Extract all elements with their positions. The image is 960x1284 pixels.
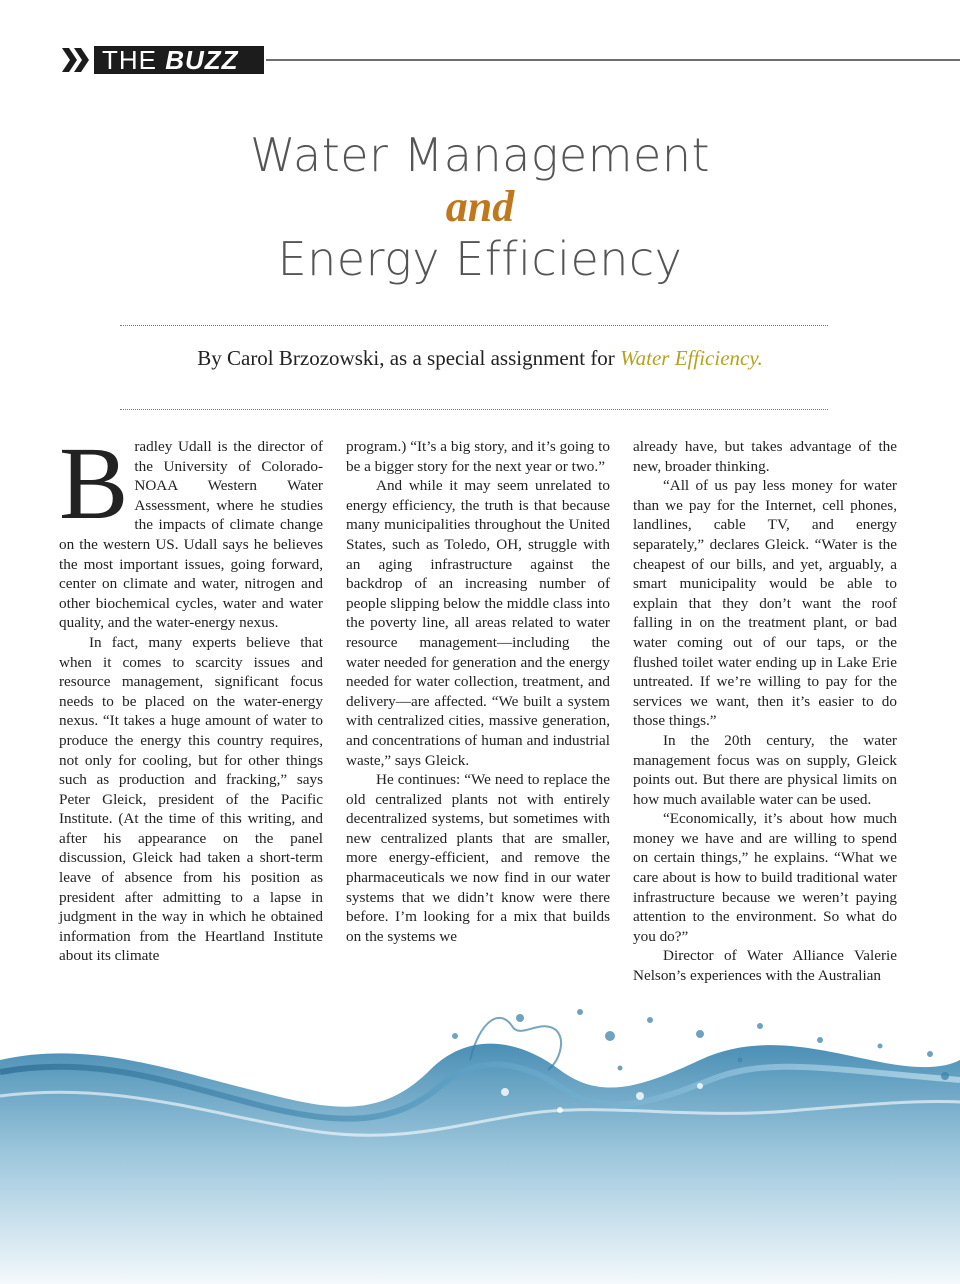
paragraph: already have, but takes advantage of the new, broader thinking. — [633, 438, 897, 475]
section-tag — [94, 46, 264, 74]
article-column-1 — [59, 426, 323, 966]
byline-text: By Carol Brzozowski, as a special assignment for — [197, 346, 621, 370]
paragraph: In the 20th century, the water management focus was on supply, Gleick points out. But there are physical limits on how much available water can be used. — [633, 731, 897, 808]
paragraph: “Economically, it’s about how much money we have and are willing to spend on certain things,” he explains. “What we care about is how to build traditional water infrastructure because we weren’t paying attention to the environment. So what do you do?” — [633, 810, 897, 945]
byline — [0, 346, 960, 371]
drop-cap: B — [59, 426, 129, 541]
title-line-2: and — [445, 182, 515, 231]
header-rule — [266, 59, 960, 61]
divider-top — [120, 325, 828, 326]
paragraph: “All of us pay less money for water than we pay for the Internet, cell phones, landlines, cable TV, and energy separately,” declares Gleick. “Water is the cheapest of our bills, and yet, arguably, a smart municipality would be able to explain that they don’t want the roof falling in on the treatment plant, or bad water coming out of our taps, or the flushed toilet water ending up in Lake Erie untreated. If we’re willing to pay for the services we want, then it’s easier to do those things.” — [633, 477, 897, 730]
section-tag-thin: THE — [102, 45, 157, 75]
section-header — [60, 44, 960, 76]
section-tag-bold: BUZZ — [165, 45, 239, 75]
paragraph — [59, 426, 323, 633]
paragraph: Director of Water Alliance Valerie Nelson’s experiences with the Australian — [633, 947, 897, 985]
article-title — [0, 128, 960, 286]
article-column-3 — [633, 437, 897, 986]
article-body — [59, 426, 901, 997]
paragraph: program.) “It’s a big story, and it’s going to be a bigger story for the next year or two.” — [346, 438, 610, 475]
title-line-1: Water Management — [249, 128, 711, 182]
water-splash-image — [0, 1000, 960, 1284]
article-column-2 — [346, 437, 610, 946]
paragraph: And while it may seem unrelated to energy efficiency, the truth is that because many municipalities throughout the United States, such as Toledo, OH, struggle with an aging infrastructure against the backdrop of an increasing number of people slipping below the middle class into the poverty line, all areas related to water resource management—including the water needed for generation and the energy needed for water collection, treatment, and delivery—are affected. “We built a system with centralized cities, massive generation, and concentrations of human and industrial waste,” says Gleick. — [346, 477, 610, 769]
paragraph: He continues: “We need to replace the old centralized plants not with entirely decentralized systems, but sometimes with new centralized plants that are smaller, more energy-efficient, and remove the pharmaceuticals we now find in our water systems that we didn’t know were there before. I’m looking for a mix that builds on the systems we — [346, 771, 610, 945]
paragraph-text: radley Udall is the director of the University of Colorado-NOAA Western Water Assessment, where he studies the impacts of climate change on the western US. Udall says he believes the most important issues, going forward, center on climate and water, nitrogen and other biochemical cycles, water and water quality, and the water-energy nexus. — [59, 438, 323, 632]
paragraph: In fact, many experts believe that when it comes to scarcity issues and resource management, significant focus needs to be placed on the water-energy nexus. “It takes a huge amount of water to produce the energy this country requires, not only for cooling, but for other things such as production and fracking,” says Peter Gleick, president of the Pacific Institute. (At the time of this writing, and after his appearance on the panel discussion, Gleick had taken a short-term leave of absence from his position as president after admitting to a lapse in judgment in the way in which he obtained information from the Heartland Institute about its climate — [59, 633, 323, 965]
byline-publication: Water Efficiency. — [620, 346, 763, 370]
title-line-3: Energy Efficiency — [277, 232, 683, 286]
double-chevron-icon — [60, 44, 92, 76]
divider-bottom — [120, 409, 828, 410]
